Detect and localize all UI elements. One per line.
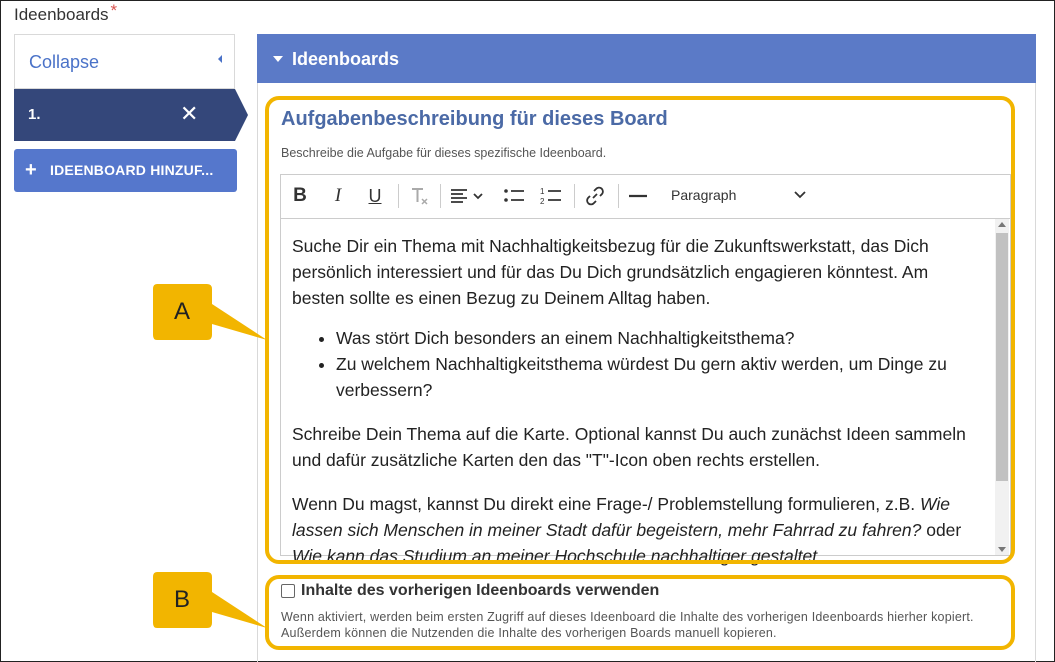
remove-item-icon[interactable]: ✕ (180, 101, 199, 126)
callout-b-shape (151, 570, 271, 635)
italic-button[interactable]: I (334, 185, 342, 206)
field-label (14, 1, 118, 25)
svg-text:1: 1 (540, 187, 545, 196)
collapse-label: Collapse (29, 52, 100, 72)
caret-down-icon (273, 56, 283, 62)
callout-a-label: A (174, 298, 191, 325)
callout-b (151, 570, 271, 635)
panel-header[interactable] (257, 34, 1036, 83)
section-title: Aufgabenbeschreibung für dieses Board (281, 108, 668, 130)
checkbox-help-text: Wenn aktiviert, werden beim ersten Zugriff auf dieses Ideenboard die Inhalte des vorherigen Ideenboards hierher kopiert. Außerdem können die Nutzenden die Inhalte des vorherigen Boards manuell kopieren. (281, 610, 974, 640)
paragraph-3-mid: oder (921, 520, 962, 540)
sidebar-item-label: 1. (28, 106, 41, 123)
paragraph-3-lead: Wenn Du magst, kannst Du direkt eine Frage-/ Problemstellung formulieren, z.B. (292, 494, 921, 514)
section-subtitle: Beschreibe die Aufgabe für dieses spezifische Ideenboard. (281, 146, 607, 160)
add-ideenboard-button[interactable] (14, 149, 237, 192)
example-question-1: Wie lassen sich Menschen in meiner Stadt dafür begeistern, mehr Fahrrad zu fahren? (292, 494, 950, 540)
caret-left-icon (218, 55, 222, 63)
highlight-frame-b (265, 575, 1015, 650)
svg-text:2: 2 (540, 197, 545, 206)
callout-a-shape (151, 282, 271, 347)
callout-a (151, 282, 271, 347)
highlight-frame-a (265, 96, 1015, 564)
checkbox-label: Inhalte des vorherigen Ideenboards verwenden (301, 582, 660, 599)
panel-title: Ideenboards (292, 49, 400, 69)
collapse-toggle[interactable] (14, 34, 235, 89)
paragraph-select[interactable]: Paragraph (671, 187, 737, 203)
list-item: • Was stört Dich besonders an einem Nachhaltigkeitsthema? (336, 325, 982, 351)
callout-b-label: B (174, 586, 191, 613)
page (1, 1, 1054, 661)
paragraph-2: Schreibe Dein Thema auf die Karte. Optional kannst Du auch zunächst Ideen sammeln und dafür zusätzliche Karten den das "T"-Icon oben rechts erstellen. (292, 424, 966, 470)
tab-shape (14, 89, 248, 141)
sidebar-item-1[interactable] (14, 89, 248, 141)
plus-icon: + (25, 159, 37, 181)
list-item: • Zu welchem Nachhaltigkeitsthema würdest Du gern aktiv werden, um Dinge zu verbessern? (336, 351, 982, 403)
example-question-2: Wie kann das Studium an meiner Hochschule nachhaltiger gestaltet (292, 546, 818, 566)
paragraph-1: Suche Dir ein Thema mit Nachhaltigkeitsbezug für die Zukunftswerkstatt, das Dich persönlich interessiert und für das Du Dich grundsätzlich engagieren könntest. Am besten sollte es einen Bezug zu Deinem Alltag haben. (292, 236, 929, 308)
required-mark: * (110, 1, 118, 20)
field-label-text: Ideenboards (14, 5, 109, 24)
add-button-label: IDEENBOARD HINZUF... (50, 162, 214, 178)
underline-button[interactable]: U (368, 185, 382, 206)
bold-button[interactable]: B (293, 185, 307, 206)
